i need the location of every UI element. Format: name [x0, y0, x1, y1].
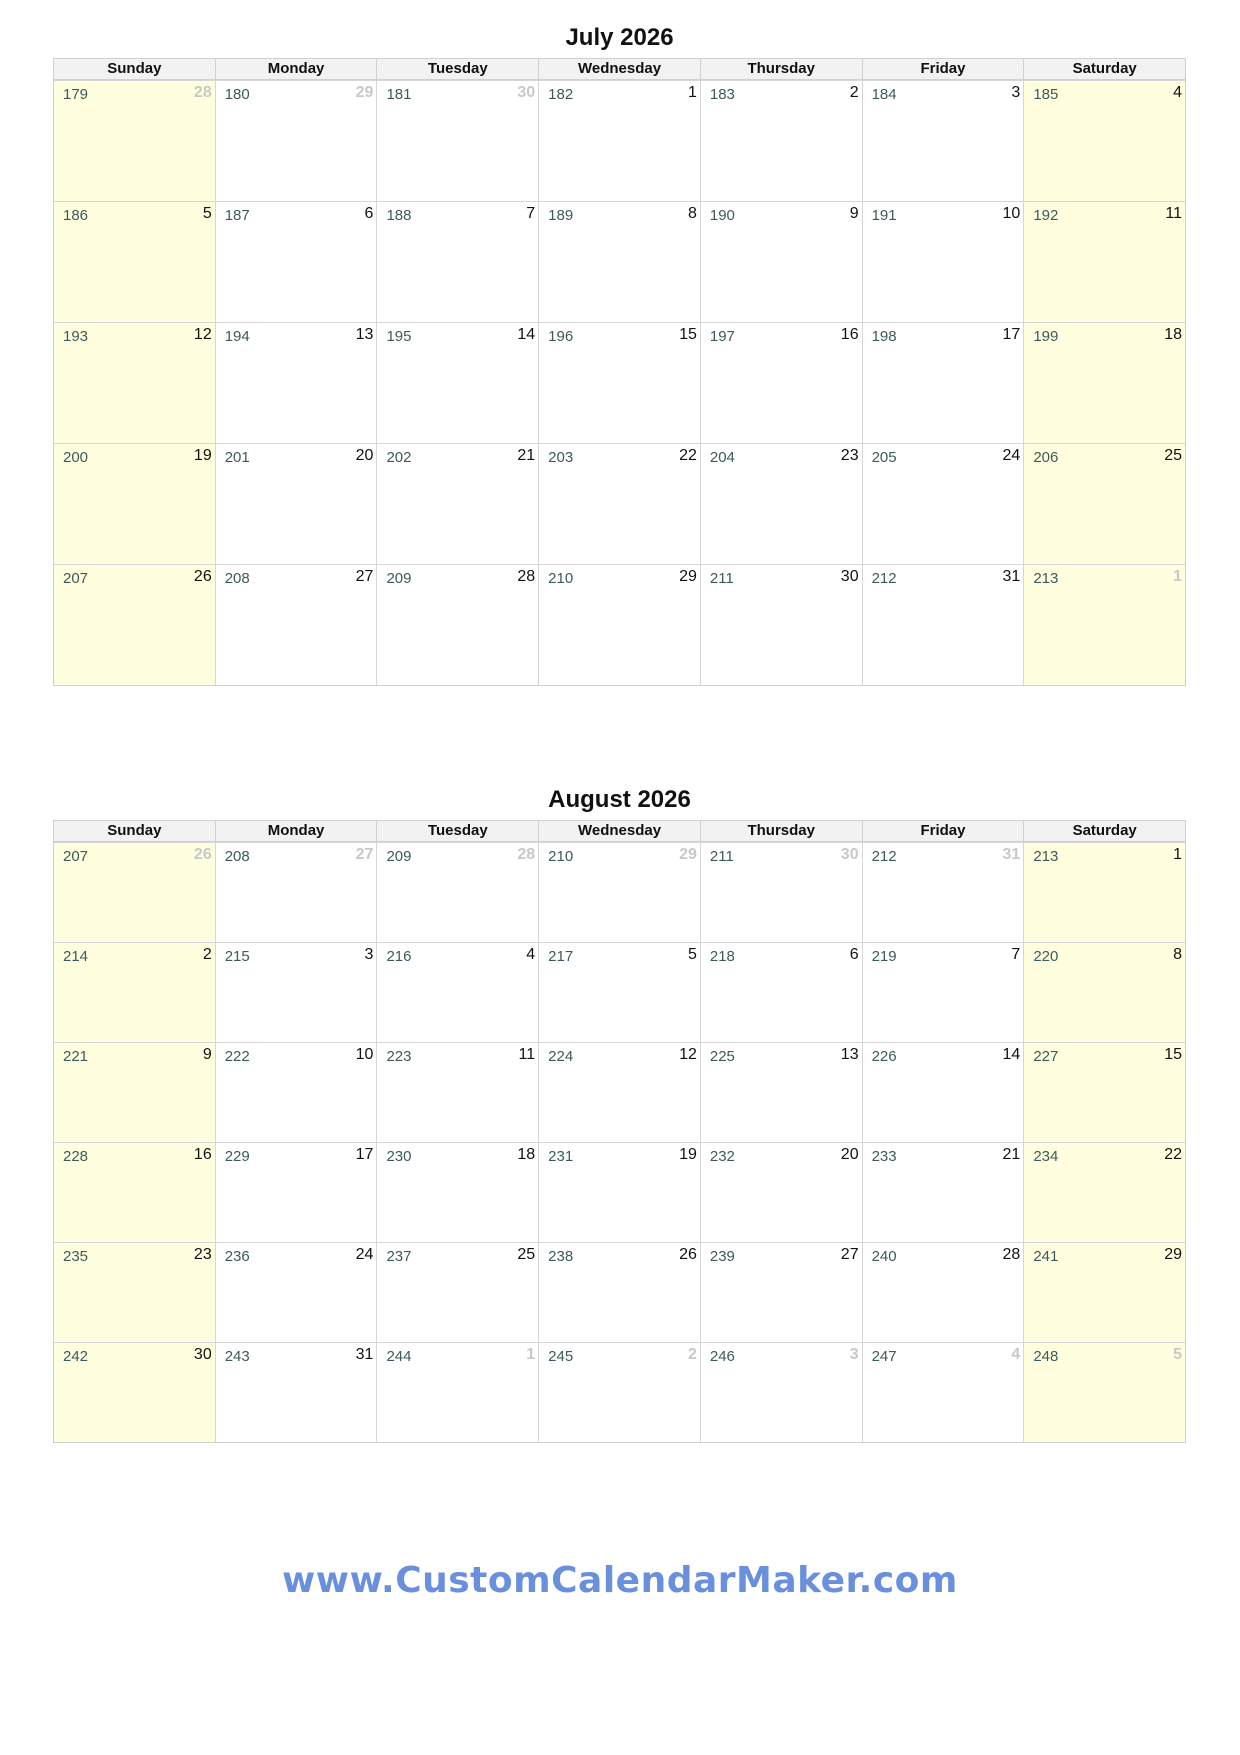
day-cell: [1023, 1043, 1185, 1142]
day-cell: [1023, 81, 1185, 201]
day-number: 1: [1173, 568, 1183, 585]
day-cell: [54, 202, 215, 322]
day-number: 30: [840, 568, 859, 585]
day-of-year: 194: [224, 328, 250, 345]
day-of-year: 184: [871, 86, 897, 103]
day-cell: [538, 81, 700, 201]
day-of-year: 181: [386, 86, 412, 103]
day-cell: [862, 202, 1024, 322]
day-number: 28: [193, 84, 212, 101]
day-of-year: 222: [224, 1048, 250, 1065]
day-of-year: 208: [224, 570, 250, 587]
day-number: 19: [193, 447, 212, 464]
day-cell: [1023, 323, 1185, 443]
day-number: 24: [1002, 447, 1021, 464]
day-number: 15: [679, 326, 697, 343]
day-cell: [376, 565, 538, 685]
day-cell: [862, 565, 1024, 685]
day-number: 25: [517, 1246, 536, 1263]
day-of-year: 209: [386, 848, 412, 865]
day-cell: [215, 1143, 377, 1242]
day-number: 21: [1002, 1146, 1021, 1163]
day-of-year: 246: [709, 1348, 735, 1365]
weekday-header: Monday: [215, 59, 377, 79]
day-cell: [376, 323, 538, 443]
calendar-grid: [53, 820, 1186, 1443]
weekday-header: Friday: [862, 821, 1024, 841]
day-number: 25: [1164, 447, 1183, 464]
day-number: 22: [1164, 1146, 1183, 1163]
weekday-header: Friday: [862, 59, 1024, 79]
day-number: 16: [193, 1146, 212, 1163]
day-number: 28: [517, 568, 536, 585]
day-cell: [376, 1043, 538, 1142]
day-of-year: 224: [548, 1048, 574, 1065]
day-of-year: 228: [63, 1148, 89, 1165]
footer-watermark[interactable]: www.CustomCalendarMaker.com: [282, 1560, 958, 1601]
day-of-year: 235: [63, 1248, 89, 1265]
day-of-year: 238: [548, 1248, 574, 1265]
day-cell: [376, 1143, 538, 1242]
day-cell: [54, 1043, 215, 1142]
day-of-year: 227: [1033, 1048, 1059, 1065]
day-of-year: 208: [224, 848, 250, 865]
day-number: 8: [687, 205, 697, 222]
day-number: 29: [679, 568, 697, 585]
day-cell: [1023, 943, 1185, 1042]
day-number: 13: [840, 1046, 859, 1063]
day-cell: [1023, 202, 1185, 322]
day-of-year: 206: [1033, 449, 1059, 466]
weekday-header: Thursday: [700, 821, 862, 841]
day-cell: [1023, 843, 1185, 942]
day-cell: [215, 565, 377, 685]
day-number: 4: [1173, 84, 1183, 101]
day-number: 30: [193, 1346, 212, 1363]
day-number: 21: [517, 447, 536, 464]
day-cell: [1023, 1143, 1185, 1242]
day-of-year: 220: [1033, 948, 1059, 965]
day-number: 29: [355, 84, 374, 101]
day-number: 10: [355, 1046, 374, 1063]
week-row: [54, 201, 1185, 322]
week-row: [54, 80, 1185, 201]
day-cell: [700, 444, 862, 564]
day-cell: [700, 565, 862, 685]
day-of-year: 188: [386, 207, 412, 224]
day-of-year: 202: [386, 449, 412, 466]
day-of-year: 240: [871, 1248, 897, 1265]
day-number: 24: [355, 1246, 374, 1263]
month-title: August 2026: [548, 786, 691, 813]
day-cell: [700, 1043, 862, 1142]
calendar-august: [53, 780, 1186, 1443]
weekday-header: Saturday: [1023, 821, 1185, 841]
day-number: 29: [1164, 1246, 1183, 1263]
day-cell-other-month: [538, 1343, 700, 1442]
day-number: 4: [526, 946, 536, 963]
week-row: [54, 322, 1185, 443]
weekday-header: Sunday: [107, 60, 162, 77]
week-row: [54, 1342, 1185, 1442]
day-number: 27: [840, 1246, 859, 1263]
day-cell: [538, 1143, 700, 1242]
day-of-year: 231: [548, 1148, 574, 1165]
day-number: 10: [1002, 205, 1021, 222]
day-cell-other-month: [376, 81, 538, 201]
weekday-header: Sunday: [107, 822, 162, 839]
day-cell: [54, 1343, 215, 1442]
day-cell-other-month: [215, 843, 377, 942]
day-of-year: 203: [548, 449, 574, 466]
day-cell: [862, 1043, 1024, 1142]
day-of-year: 192: [1033, 207, 1059, 224]
day-of-year: 223: [386, 1048, 412, 1065]
day-of-year: 182: [548, 86, 574, 103]
day-of-year: 217: [548, 948, 574, 965]
day-cell: [54, 1143, 215, 1242]
weekday-header-row: [54, 59, 1185, 80]
day-number: 1: [1173, 846, 1183, 863]
day-number: 9: [202, 1046, 212, 1063]
day-number: 14: [517, 326, 536, 343]
day-cell-other-month: [54, 81, 215, 201]
day-of-year: 212: [871, 848, 897, 865]
day-of-year: 193: [63, 328, 89, 345]
weekday-header: Wednesday: [538, 59, 700, 79]
day-cell: [700, 1143, 862, 1242]
week-row: [54, 1042, 1185, 1142]
day-of-year: 209: [386, 570, 412, 587]
day-of-year: 212: [871, 570, 897, 587]
day-cell: [54, 943, 215, 1042]
day-number: 14: [1002, 1046, 1021, 1063]
day-of-year: 225: [709, 1048, 735, 1065]
month-title: July 2026: [565, 24, 674, 51]
day-number: 7: [526, 205, 536, 222]
day-number: 16: [840, 326, 859, 343]
day-number: 11: [518, 1046, 536, 1063]
day-cell: [376, 1243, 538, 1342]
day-number: 26: [679, 1246, 697, 1263]
day-of-year: 210: [548, 570, 574, 587]
day-cell: [215, 202, 377, 322]
calendar-july: [53, 18, 1186, 686]
day-cell-other-month: [862, 1343, 1024, 1442]
day-of-year: 191: [871, 207, 897, 224]
day-cell-other-month: [1023, 565, 1185, 685]
day-of-year: 180: [224, 86, 250, 103]
day-number: 31: [355, 1346, 374, 1363]
day-number: 18: [1164, 326, 1183, 343]
day-number: 28: [1002, 1246, 1021, 1263]
weekday-header: Monday: [215, 821, 377, 841]
weekday-header: Thursday: [700, 59, 862, 79]
day-of-year: 211: [709, 848, 734, 865]
day-of-year: 213: [1033, 570, 1059, 587]
day-cell: [700, 943, 862, 1042]
day-number: 6: [849, 946, 859, 963]
day-cell: [700, 81, 862, 201]
calendar-grid: [53, 58, 1186, 686]
day-cell: [538, 444, 700, 564]
day-cell: [376, 943, 538, 1042]
day-number: 27: [355, 846, 374, 863]
day-of-year: 204: [709, 449, 735, 466]
day-cell: [538, 565, 700, 685]
day-number: 9: [849, 205, 859, 222]
day-number: 7: [1011, 946, 1021, 963]
day-of-year: 234: [1033, 1148, 1059, 1165]
day-of-year: 216: [386, 948, 412, 965]
day-cell: [862, 444, 1024, 564]
day-cell: [700, 1243, 862, 1342]
day-of-year: 244: [386, 1348, 412, 1365]
day-number: 4: [1011, 1346, 1021, 1363]
day-of-year: 211: [709, 570, 734, 587]
week-row: [54, 1142, 1185, 1242]
day-cell: [376, 202, 538, 322]
day-number: 26: [193, 568, 212, 585]
day-number: 23: [193, 1246, 212, 1263]
day-cell: [700, 323, 862, 443]
day-of-year: 214: [63, 948, 89, 965]
day-of-year: 230: [386, 1148, 412, 1165]
day-cell-other-month: [376, 1343, 538, 1442]
day-number: 17: [355, 1146, 374, 1163]
day-of-year: 198: [871, 328, 897, 345]
day-of-year: 241: [1033, 1248, 1059, 1265]
day-of-year: 232: [709, 1148, 735, 1165]
day-of-year: 210: [548, 848, 574, 865]
day-of-year: 195: [386, 328, 412, 345]
week-row: [54, 564, 1185, 685]
day-of-year: 186: [63, 207, 89, 224]
day-of-year: 199: [1033, 328, 1059, 345]
day-number: 8: [1173, 946, 1183, 963]
day-of-year: 179: [63, 86, 89, 103]
day-of-year: 213: [1033, 848, 1059, 865]
day-cell: [538, 323, 700, 443]
day-of-year: 242: [63, 1348, 89, 1365]
day-number: 27: [355, 568, 374, 585]
day-number: 20: [840, 1146, 859, 1163]
day-number: 2: [202, 946, 212, 963]
day-cell-other-month: [862, 843, 1024, 942]
day-cell-other-month: [54, 843, 215, 942]
day-cell: [215, 943, 377, 1042]
day-cell: [538, 943, 700, 1042]
weekday-header-row: [54, 821, 1185, 842]
day-of-year: 183: [709, 86, 735, 103]
day-number: 12: [679, 1046, 697, 1063]
day-number: 20: [355, 447, 374, 464]
weekday-header: Tuesday: [376, 59, 538, 79]
day-of-year: 201: [224, 449, 250, 466]
day-number: 1: [526, 1346, 536, 1363]
day-of-year: 243: [224, 1348, 250, 1365]
day-number: 6: [364, 205, 374, 222]
day-number: 30: [840, 846, 859, 863]
week-row: [54, 942, 1185, 1042]
day-number: 3: [364, 946, 374, 963]
day-cell: [215, 1243, 377, 1342]
day-number: 5: [202, 205, 212, 222]
week-row: [54, 1242, 1185, 1342]
day-number: 31: [1002, 568, 1021, 585]
day-number: 23: [840, 447, 859, 464]
day-of-year: 215: [224, 948, 250, 965]
day-number: 22: [679, 447, 697, 464]
day-cell: [1023, 444, 1185, 564]
day-cell: [215, 444, 377, 564]
day-of-year: 233: [871, 1148, 897, 1165]
day-cell: [215, 1343, 377, 1442]
day-number: 3: [1011, 84, 1021, 101]
weekday-header: Wednesday: [538, 821, 700, 841]
day-of-year: 239: [709, 1248, 735, 1265]
day-cell-other-month: [376, 843, 538, 942]
day-number: 13: [355, 326, 374, 343]
day-cell: [538, 1243, 700, 1342]
day-number: 12: [193, 326, 212, 343]
day-cell: [862, 323, 1024, 443]
day-cell: [54, 444, 215, 564]
day-number: 30: [517, 84, 536, 101]
day-of-year: 221: [63, 1048, 89, 1065]
day-of-year: 229: [224, 1148, 250, 1165]
day-number: 2: [849, 84, 859, 101]
day-number: 5: [1173, 1346, 1183, 1363]
day-number: 26: [193, 846, 212, 863]
day-of-year: 219: [871, 948, 897, 965]
weekday-header: Saturday: [1023, 59, 1185, 79]
day-number: 3: [849, 1346, 859, 1363]
day-of-year: 185: [1033, 86, 1059, 103]
week-row: [54, 842, 1185, 942]
day-number: 28: [517, 846, 536, 863]
day-of-year: 189: [548, 207, 574, 224]
day-number: 31: [1002, 846, 1021, 863]
day-number: 11: [1165, 205, 1183, 222]
day-cell: [215, 1043, 377, 1142]
day-cell-other-month: [215, 81, 377, 201]
day-of-year: 248: [1033, 1348, 1059, 1365]
day-of-year: 237: [386, 1248, 412, 1265]
day-cell: [862, 1243, 1024, 1342]
day-cell-other-month: [700, 843, 862, 942]
day-cell: [1023, 1243, 1185, 1342]
day-cell-other-month: [700, 1343, 862, 1442]
day-of-year: 200: [63, 449, 89, 466]
day-of-year: 190: [709, 207, 735, 224]
weekday-header: Tuesday: [376, 821, 538, 841]
day-cell: [700, 202, 862, 322]
day-cell: [215, 323, 377, 443]
day-of-year: 207: [63, 570, 89, 587]
day-of-year: 197: [709, 328, 735, 345]
day-of-year: 247: [871, 1348, 897, 1365]
day-cell: [54, 565, 215, 685]
day-cell: [54, 323, 215, 443]
day-cell-other-month: [1023, 1343, 1185, 1442]
day-cell: [538, 1043, 700, 1142]
day-of-year: 205: [871, 449, 897, 466]
day-number: 17: [1002, 326, 1021, 343]
day-of-year: 207: [63, 848, 89, 865]
day-cell: [538, 202, 700, 322]
day-number: 18: [517, 1146, 536, 1163]
day-cell-other-month: [538, 843, 700, 942]
day-number: 1: [687, 84, 697, 101]
week-row: [54, 443, 1185, 564]
day-number: 29: [679, 846, 697, 863]
day-cell: [54, 1243, 215, 1342]
day-of-year: 236: [224, 1248, 250, 1265]
day-cell: [376, 444, 538, 564]
day-number: 15: [1164, 1046, 1183, 1063]
day-cell: [862, 943, 1024, 1042]
day-of-year: 226: [871, 1048, 897, 1065]
day-number: 5: [687, 946, 697, 963]
day-of-year: 218: [709, 948, 735, 965]
day-cell: [862, 81, 1024, 201]
day-cell: [862, 1143, 1024, 1242]
day-number: 19: [679, 1146, 697, 1163]
day-number: 2: [687, 1346, 697, 1363]
day-of-year: 187: [224, 207, 250, 224]
day-of-year: 196: [548, 328, 574, 345]
day-of-year: 245: [548, 1348, 574, 1365]
